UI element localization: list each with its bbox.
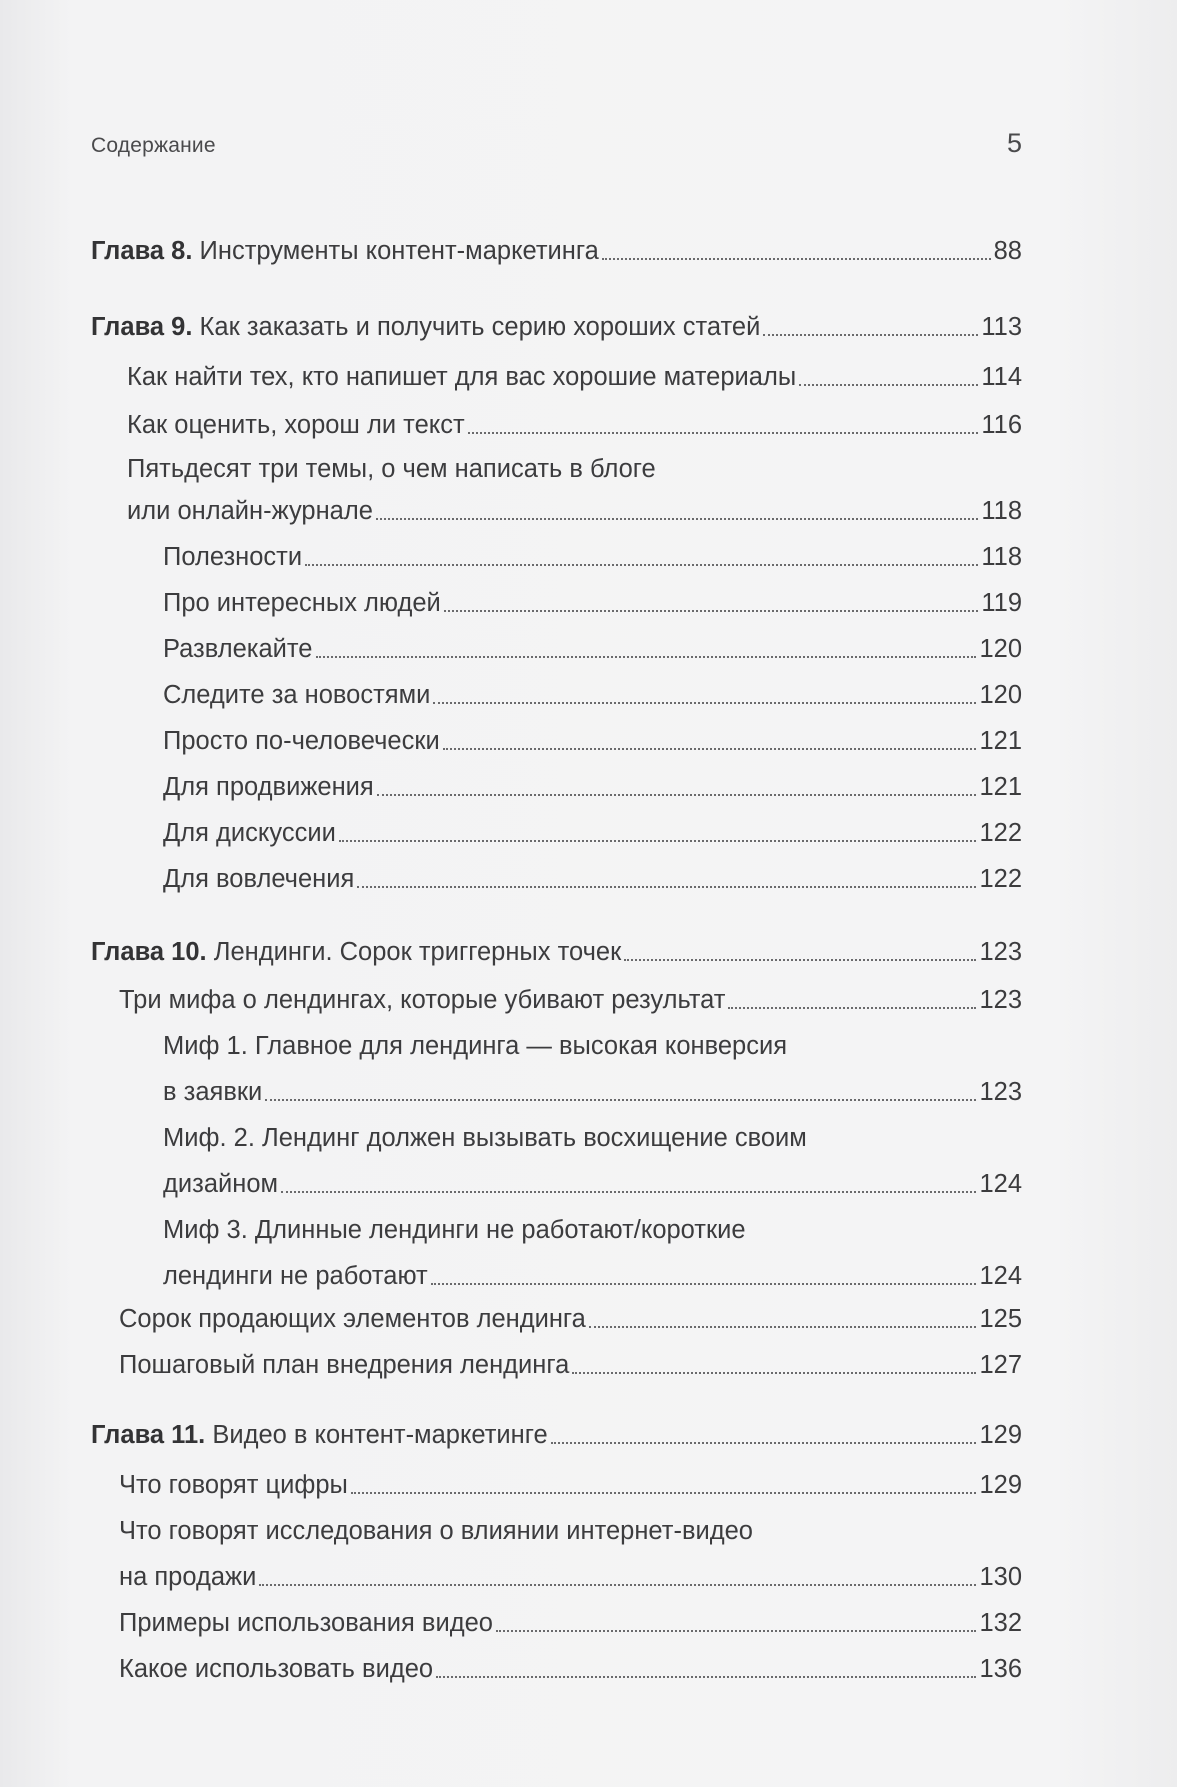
- dot-leader: [351, 1491, 977, 1494]
- toc-chapter-11[interactable]: [91, 1418, 1022, 1452]
- toc-subentry[interactable]: [163, 1075, 1022, 1109]
- entry-title-line2: или онлайн-журнале: [127, 497, 373, 525]
- entry-page: 119: [981, 589, 1022, 617]
- toc-entry[interactable]: [127, 494, 1022, 528]
- dot-leader: [265, 1098, 976, 1101]
- toc-entry[interactable]: [119, 1348, 1022, 1382]
- entry-title: Развлекайте: [163, 635, 313, 663]
- entry-title: Что говорят цифры: [119, 1471, 348, 1499]
- dot-leader: [763, 333, 978, 336]
- chapter-label: Глава 11.: [91, 1421, 206, 1449]
- dot-leader: [436, 1675, 976, 1678]
- toc-entry[interactable]: [127, 360, 1022, 394]
- entry-page: 113: [981, 313, 1022, 341]
- toc-entry[interactable]: [119, 983, 1022, 1017]
- entry-title: Для продвижения: [163, 773, 374, 801]
- dot-leader: [376, 517, 978, 520]
- entry-page: 120: [979, 635, 1022, 663]
- toc-subentry[interactable]: [163, 816, 1022, 850]
- entry-title: Примеры использования видео: [119, 1609, 493, 1637]
- entry-page: 124: [979, 1170, 1022, 1198]
- dot-leader: [624, 958, 976, 961]
- running-head: [91, 128, 1022, 164]
- toc-entry[interactable]: [119, 1606, 1022, 1640]
- toc-subentry[interactable]: [163, 540, 1022, 574]
- entry-page: 136: [979, 1655, 1022, 1683]
- dot-leader: [572, 1371, 976, 1374]
- entry-title: Инструменты контент-маркетинга: [199, 237, 599, 265]
- dot-leader: [357, 885, 976, 888]
- entry-title: Для вовлечения: [163, 865, 355, 893]
- entry-title: Про интересных людей: [163, 589, 441, 617]
- dot-leader: [431, 1282, 977, 1285]
- entry-title-line1[interactable]: Что говорят исследования о влиянии интернет-видео: [119, 1517, 753, 1545]
- toc-subentry[interactable]: [163, 678, 1022, 712]
- entry-page: 129: [979, 1471, 1022, 1499]
- entry-page: 88: [993, 237, 1022, 265]
- entry-title: Лендинги. Сорок триггерных точек: [213, 938, 622, 966]
- toc-subentry[interactable]: [163, 586, 1022, 620]
- running-head-title: Содержание: [91, 134, 216, 157]
- dot-leader: [728, 1006, 976, 1009]
- entry-page: 116: [981, 411, 1022, 439]
- chapter-label: Глава 9.: [91, 313, 193, 341]
- dot-leader: [602, 257, 991, 260]
- entry-page: 125: [979, 1305, 1022, 1333]
- toc-subentry[interactable]: [163, 632, 1022, 666]
- entry-page: 123: [979, 986, 1022, 1014]
- dot-leader: [799, 383, 978, 386]
- entry-page: 127: [979, 1351, 1022, 1379]
- entry-title: Как найти тех, кто напишет для вас хорошие материалы: [127, 363, 797, 391]
- entry-title-line2: в заявки: [163, 1078, 263, 1106]
- toc-chapter-9[interactable]: [91, 310, 1022, 344]
- dot-leader: [443, 747, 977, 750]
- dot-leader: [496, 1629, 977, 1632]
- dot-leader: [589, 1325, 977, 1328]
- dot-leader: [316, 655, 977, 658]
- entry-page: 123: [979, 938, 1022, 966]
- entry-title: Для дискуссии: [163, 819, 336, 847]
- dot-leader: [444, 609, 979, 612]
- chapter-label: Глава 8.: [91, 237, 193, 265]
- entry-title-line2: на продажи: [119, 1563, 257, 1591]
- dot-leader: [339, 839, 977, 842]
- entry-page: 122: [979, 819, 1022, 847]
- entry-page: 121: [979, 773, 1022, 801]
- entry-page: 123: [979, 1078, 1022, 1106]
- entry-page: 118: [981, 497, 1022, 525]
- toc-subentry[interactable]: [163, 724, 1022, 758]
- entry-page: 122: [979, 865, 1022, 893]
- entry-title: Какое использовать видео: [119, 1655, 434, 1683]
- dot-leader: [377, 793, 977, 796]
- entry-title: Пошаговый план внедрения лендинга: [119, 1351, 570, 1379]
- entry-page: 124: [979, 1262, 1022, 1290]
- entry-title: Просто по-человечески: [163, 727, 440, 755]
- entry-page: 121: [979, 727, 1022, 755]
- entry-title-line1[interactable]: Миф 3. Длинные лендинги не работают/короткие: [163, 1216, 746, 1244]
- toc-entry[interactable]: [127, 408, 1022, 442]
- entry-title: Следите за новостями: [163, 681, 431, 709]
- toc-entry[interactable]: [119, 1468, 1022, 1502]
- entry-page: 130: [979, 1563, 1022, 1591]
- entry-title: Как заказать и получить серию хороших статей: [199, 313, 761, 341]
- entry-title-line1[interactable]: Миф 1. Главное для лендинга — высокая конверсия: [163, 1032, 788, 1060]
- entry-title-line1[interactable]: Миф. 2. Лендинг должен вызывать восхищение своим: [163, 1124, 807, 1152]
- entry-page: 129: [979, 1421, 1022, 1449]
- entry-title: Сорок продающих элементов лендинга: [119, 1305, 586, 1333]
- entry-title: Видео в контент-маркетинге: [212, 1421, 548, 1449]
- toc-subentry[interactable]: [163, 1259, 1022, 1293]
- entry-page: 120: [979, 681, 1022, 709]
- entry-title-line2: дизайном: [163, 1170, 279, 1198]
- toc-entry[interactable]: [119, 1560, 1022, 1594]
- dot-leader: [468, 431, 979, 434]
- entry-title-line1[interactable]: Пятьдесят три темы, о чем написать в блоге: [127, 455, 656, 483]
- entry-page: 132: [979, 1609, 1022, 1637]
- dot-leader: [433, 701, 976, 704]
- toc-entry[interactable]: [119, 1302, 1022, 1336]
- entry-page: 114: [981, 363, 1022, 391]
- dot-leader: [551, 1441, 977, 1444]
- entry-title: Три мифа о лендингах, которые убивают результат: [119, 986, 726, 1014]
- page-number: 5: [1006, 128, 1022, 158]
- toc-chapter-10[interactable]: [91, 935, 1022, 969]
- entry-title-line2: лендинги не работают: [163, 1262, 428, 1290]
- chapter-label: Глава 10.: [91, 938, 207, 966]
- toc-subentry[interactable]: [163, 862, 1022, 896]
- dot-leader: [305, 563, 978, 566]
- dot-leader: [259, 1583, 976, 1586]
- toc-subentry[interactable]: [163, 1167, 1022, 1201]
- toc-entry[interactable]: [119, 1652, 1022, 1686]
- toc-chapter-8[interactable]: [91, 234, 1022, 268]
- entry-title: Полезности: [163, 543, 303, 571]
- dot-leader: [281, 1190, 976, 1193]
- entry-title: Как оценить, хорош ли текст: [127, 411, 465, 439]
- entry-page: 118: [981, 543, 1022, 571]
- toc-subentry[interactable]: [163, 770, 1022, 804]
